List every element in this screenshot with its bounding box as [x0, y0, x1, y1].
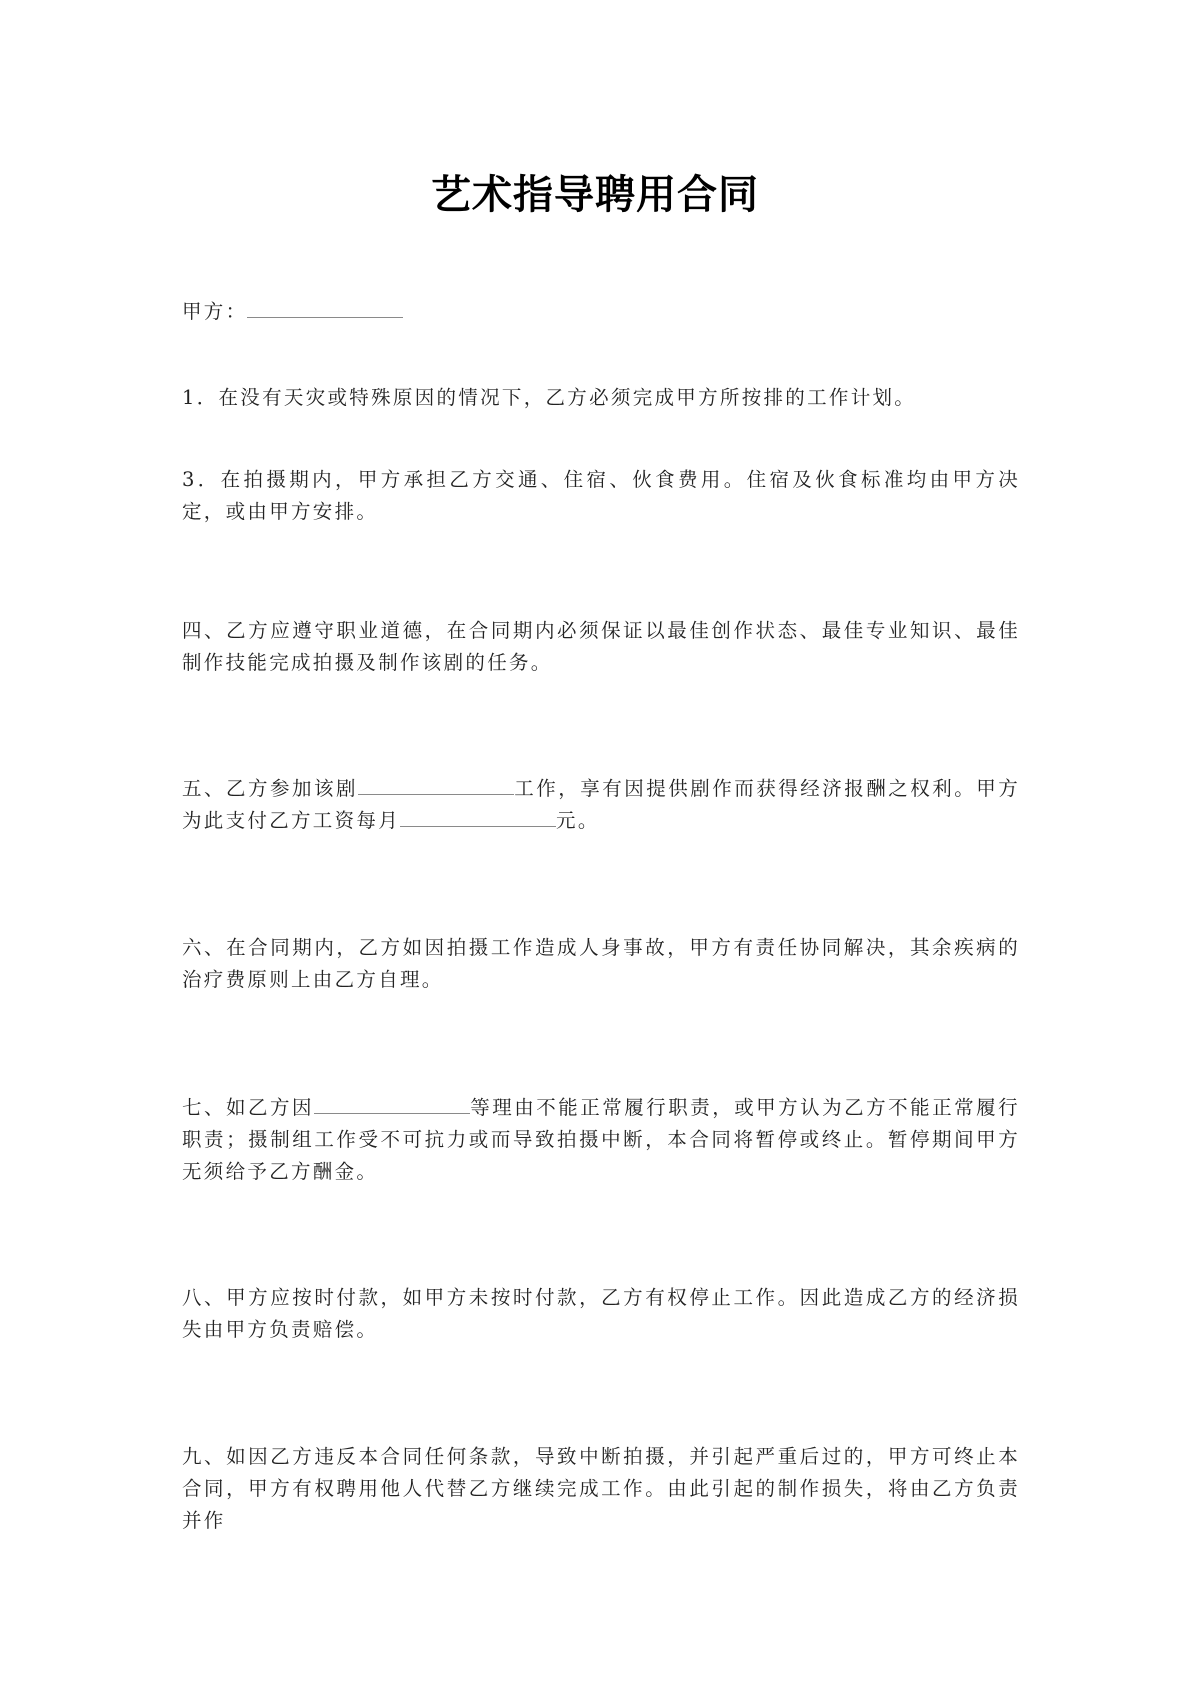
- clause-8: 八、甲方应按时付款，如甲方未按时付款，乙方有权停止工作。因此造成乙方的经济损失由甲方负责赔偿。: [182, 1286, 1020, 1341]
- clause-5-part3: 元。: [556, 809, 600, 832]
- clause-3: 3．在拍摄期内，甲方承担乙方交通、住宿、伙食费用。住宿及伙食标准均由甲方决定，或由甲方安排。: [182, 468, 1020, 523]
- reason-blank: [314, 1093, 470, 1114]
- clause-1: 1．在没有天灾或特殊原因的情况下，乙方必须完成甲方所按排的工作计划。: [182, 386, 917, 409]
- clause-6: 六、在合同期内，乙方如因拍摄工作造成人身事故，甲方有责任协同解决，其余疾病的治疗费原则上由乙方自理。: [182, 936, 1020, 991]
- clause-7-part1: 七、如乙方因: [182, 1096, 314, 1119]
- clause-7-part2: 等理由不能正常履行职责，或甲方认为乙方不能正常履行职责；摄制组工作受不可抗力或而导致拍摄中断，本合同将暂停或终止。暂停期间甲方无须给予乙方酬金。: [182, 1096, 1020, 1183]
- document-title: 艺术指导聘用合同: [431, 172, 759, 218]
- clause-4: 四、乙方应遵守职业道德，在合同期内必须保证以最佳创作状态、最佳专业知识、最佳制作技能完成拍摄及制作该剧的任务。: [182, 619, 1020, 674]
- party-a-label: 甲方：: [182, 300, 248, 323]
- clause-7: [182, 1092, 1020, 1188]
- monthly-salary-blank: [400, 806, 556, 827]
- party-a-blank: [247, 297, 403, 318]
- party-a-line: [182, 296, 1020, 328]
- clause-5: [182, 773, 1020, 837]
- play-name-blank: [358, 774, 514, 795]
- clause-9: 九、如因乙方违反本合同任何条款，导致中断拍摄，并引起严重后过的，甲方可终止本合同，甲方有权聘用他人代替乙方继续完成工作。由此引起的制作损失，将由乙方负责并作: [182, 1445, 1020, 1532]
- clause-5-part2: 工作，享有因提供剧作而获得经济报酬之权利。甲方为此支付乙方工资每月: [182, 777, 1020, 832]
- clause-5-part1: 五、乙方参加该剧: [182, 777, 358, 800]
